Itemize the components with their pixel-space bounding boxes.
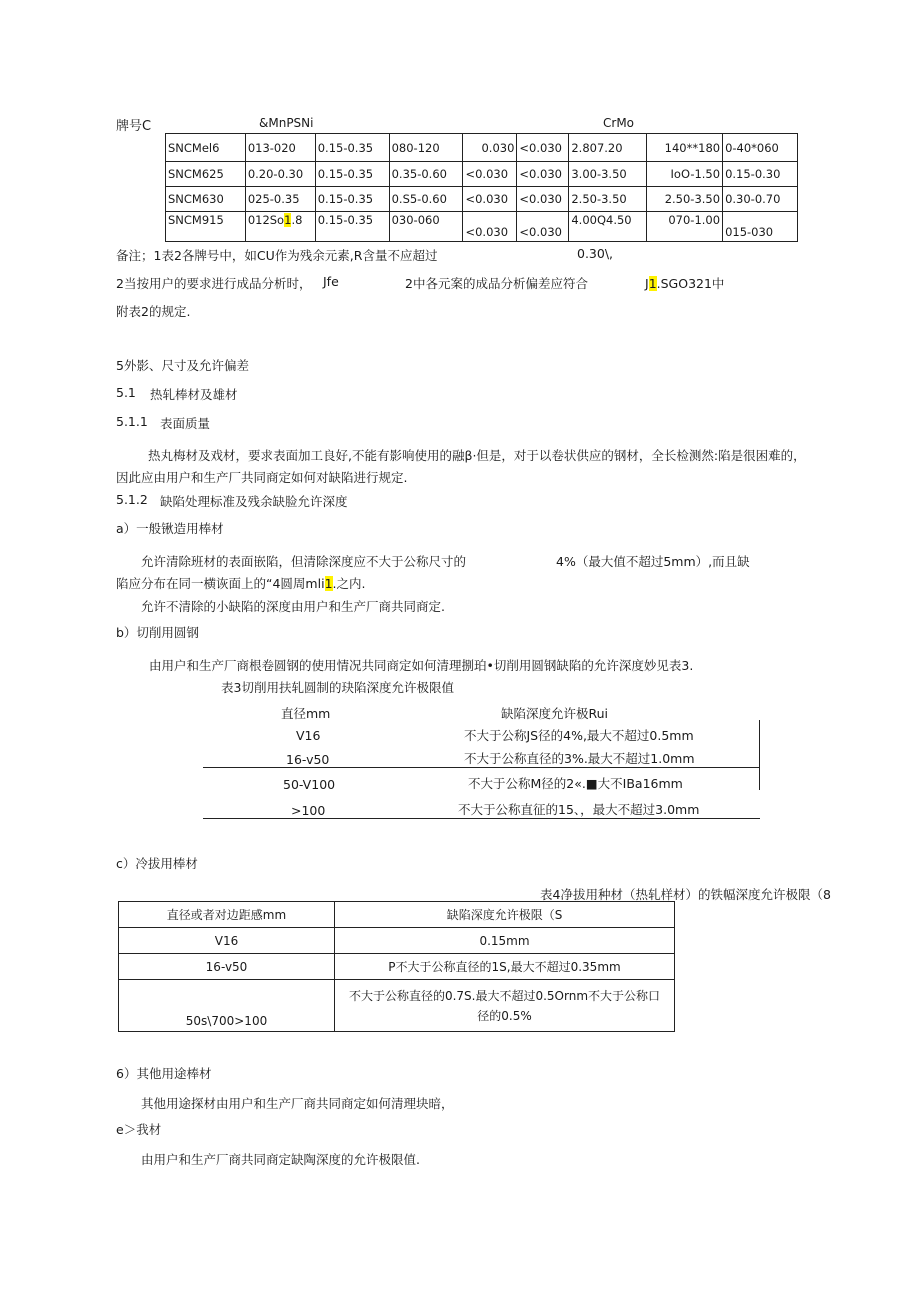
table-cell: <0.030 — [517, 212, 569, 242]
table-cell: SNCM630 — [166, 187, 246, 212]
table-row — [166, 187, 798, 212]
paragraph-a-3: 允许不清除的小缺陷的深度由用户和生产厂商共同商定. — [141, 599, 445, 614]
table-3-header-diameter: 直径mm — [281, 706, 331, 721]
table-cell: 0.35-0.60 — [389, 162, 463, 187]
composition-table — [165, 133, 798, 242]
note-line-1-value: 0.30\, — [577, 246, 614, 261]
table-row — [119, 902, 675, 928]
table-3-bottom-rule — [203, 818, 760, 819]
table1-header-grade: 牌号C — [116, 119, 152, 134]
table-cell: <0.030 — [463, 212, 517, 242]
table-cell: 030-060 — [389, 212, 463, 242]
cell-text: 012So — [247, 213, 285, 227]
table-cell: 0.030 — [463, 134, 517, 162]
table-cell — [245, 212, 315, 242]
note-line-1: 备注；1表2各牌号中，如CU作为残余元素,R含量不应超过 — [116, 248, 438, 263]
table-cell: 013-020 — [245, 134, 315, 162]
cell-line: 径的0.5% — [477, 1009, 532, 1023]
table1-header-elements: &MnPSNi — [259, 116, 314, 130]
section-5-1-number: 5.1 — [116, 385, 136, 400]
table-cell: <0.030 — [517, 134, 569, 162]
table-3-cell: 不大于公称直径的3%.最大不超过1.0mm — [464, 751, 695, 766]
highlighted-mark: 1 — [284, 213, 292, 227]
subsection-a-heading: a）一般锹造用棒材 — [116, 521, 224, 536]
cold-drawn-defect-table — [118, 901, 675, 1032]
table-3-right-rule — [759, 720, 760, 790]
table-3-header-depth: 缺陷深度允许极Rui — [501, 706, 609, 721]
subsection-e-heading: e＞我材 — [116, 1122, 162, 1137]
standard-prefix: J — [645, 276, 649, 291]
table-3-cell: 不大于公称JS径的4%,最大不超过0.5mm — [464, 728, 694, 743]
table-3-cell: 不大于公称直征的15、，最大不超过3.0mm — [458, 802, 700, 817]
paragraph-e: 由用户和生产厂商共同商定缺陶深度的允许极限值. — [141, 1152, 420, 1167]
table-row — [166, 212, 798, 242]
section-5-1-2-heading: 缺陷处理标准及残余缺脸允许深度 — [160, 494, 348, 509]
table-row — [166, 134, 798, 162]
section-5-1-2-number: 5.1.2 — [116, 492, 148, 507]
highlighted-mark: 1 — [324, 576, 333, 591]
table-cell: 070-1.00 — [647, 212, 723, 242]
table-3-cell: 16-v50 — [286, 752, 330, 767]
section-5-1-1-heading: 表面质量 — [160, 416, 211, 431]
table-cell: IoO-1.50 — [647, 162, 723, 187]
table-cell: <0.030 — [517, 162, 569, 187]
table-cell: SNCMel6 — [166, 134, 246, 162]
table-4-title: 表4净拔用种材（热轧样材）的铁幅深度允许极限（8 — [540, 887, 831, 902]
table-cell: 缺陷深度允许极限（S — [335, 902, 675, 928]
table-cell: 4.00Q4.50 — [569, 212, 647, 242]
section-5-heading: 5外影、尺寸及允许偏差 — [116, 358, 249, 373]
table-cell: 0.15mm — [335, 928, 675, 954]
paragraph-surface-quality-1: 热丸梅材及戏材，要求表面加工良好,不能有影响使用的融β·但是，对于以卷状供应的钢材，全长检测然:陷是很困难的， — [148, 448, 806, 463]
table-cell: 080-120 — [389, 134, 463, 162]
table-cell: P不大于公称直径的1S,最大不超过0.35mm — [335, 954, 675, 980]
table-3-cell: 不大于公称M径的2«.■大不IBa16mm — [468, 776, 683, 791]
table-cell: V16 — [119, 928, 335, 954]
paragraph-surface-quality-2: 因此应由用户和生产厂共同商定如何对缺陷进行规定. — [116, 470, 408, 485]
table-cell — [335, 980, 675, 1032]
table-row — [119, 980, 675, 1032]
table-cell: <0.030 — [463, 162, 517, 187]
table-3-cell: 50-V100 — [283, 777, 336, 792]
table-cell: 025-0.35 — [245, 187, 315, 212]
table-cell: 50s\700>100 — [119, 980, 335, 1032]
table-3-cell: >100 — [291, 803, 326, 818]
table-cell: 140**180 — [647, 134, 723, 162]
table-row — [166, 162, 798, 187]
table-cell: 0.15-0.35 — [315, 212, 389, 242]
table-cell: 16-v50 — [119, 954, 335, 980]
table-cell: 3.00-3.50 — [569, 162, 647, 187]
paragraph-a-2-tail: .之内. — [332, 576, 366, 591]
section-5-1-heading: 热轧棒材及雄材 — [150, 387, 238, 402]
note-line-2-text: 2中各元案的成品分析偏差应符合 — [405, 276, 588, 291]
table-cell: 015-030 — [723, 212, 798, 242]
subsection-c-heading: c）冷拔用棒材 — [116, 856, 198, 871]
table-cell: 0.S5-0.60 — [389, 187, 463, 212]
table-row — [119, 928, 675, 954]
table-row — [119, 954, 675, 980]
highlighted-mark: 1 — [648, 276, 657, 291]
paragraph-6: 其他用途探材由用户和生产厂商共同商定如何清理块暗， — [141, 1096, 454, 1111]
table-cell: <0.030 — [463, 187, 517, 212]
note-line-2-standard — [645, 274, 724, 292]
paragraph-a-1-tail: 4%（最大值不超过5mm）,而且缺 — [556, 554, 750, 569]
paragraph-b-1: 由用户和生产厂商根卷圆钢的使用情况共同商定如何清理捌珀•切削用圆钢缺陷的允许深度妙见表3. — [149, 658, 694, 673]
table-cell: 2.50-3.50 — [569, 187, 647, 212]
section-5-1-1-number: 5.1.1 — [116, 414, 148, 429]
table-cell: 0.30-0.70 — [723, 187, 798, 212]
table-cell: 0.15-0.35 — [315, 162, 389, 187]
paragraph-a-1: 允许清除班材的表面嵌陷，但清除深度应不大于公称尺寸的 — [141, 554, 467, 569]
table-3-cell: V16 — [296, 728, 321, 743]
table-3-middle-rule — [203, 767, 760, 768]
cell-text-tail: .8 — [291, 213, 303, 227]
cell-line: 不大于公称直径的0.7S.最大不超过0.5Ornm不大于公称口 — [348, 989, 661, 1003]
note-line-3: 附表2的规定. — [116, 304, 191, 319]
table-cell: SNCM625 — [166, 162, 246, 187]
table1-header-crmo: CrMo — [603, 116, 635, 130]
subsection-b-heading: b）切削用圆钢 — [116, 625, 199, 640]
note-line-2: 2当按用户的要求进行成品分析时， — [116, 276, 312, 291]
table-3-title: 表3切削用扶轧圆制的玦陷深度允许极限值 — [221, 680, 454, 695]
table-cell: <0.030 — [517, 187, 569, 212]
table-cell: 2.50-3.50 — [647, 187, 723, 212]
table-cell: 0.15-0.35 — [315, 187, 389, 212]
standard-suffix: .SGO321中 — [656, 276, 725, 291]
paragraph-a-2 — [116, 574, 365, 592]
table-cell: 0.15-0.30 — [723, 162, 798, 187]
table-cell: 2.807.20 — [569, 134, 647, 162]
paragraph-a-2-text: 陷应分布在同一横诙面上的“4圆周mli — [116, 576, 325, 591]
table-cell: 0.20-0.30 — [245, 162, 315, 187]
table-cell: SNCM915 — [166, 212, 246, 242]
note-line-2-fragment: Jfe — [323, 274, 339, 289]
subsection-6-heading: 6）其他用途棒材 — [116, 1066, 212, 1081]
table-cell: 0-40*060 — [723, 134, 798, 162]
table-cell: 0.15-0.35 — [315, 134, 389, 162]
table-cell: 直径或者对边距感mm — [119, 902, 335, 928]
